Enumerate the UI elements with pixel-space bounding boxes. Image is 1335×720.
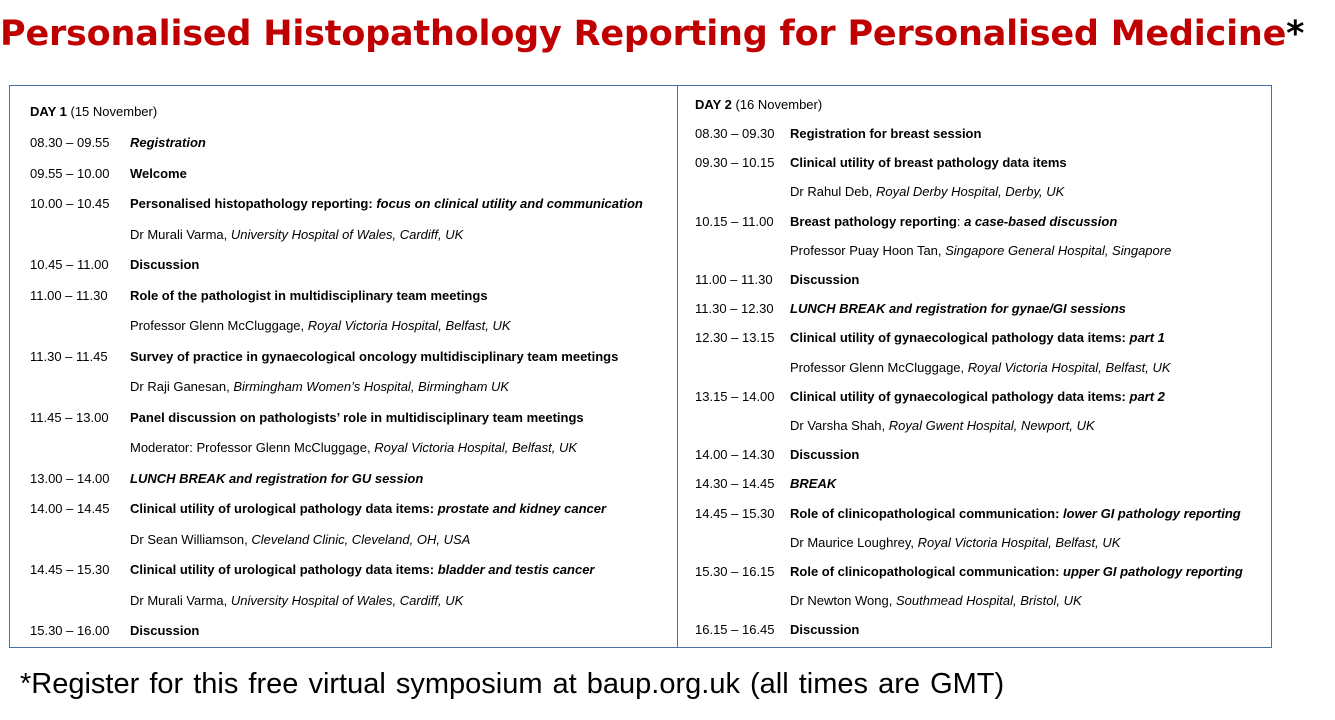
session-description [130,471,423,487]
session-time: 10.00 – 10.45 [30,196,110,211]
schedule-row [695,418,1335,434]
schedule-row [695,506,1335,522]
session-text: part 1 [1129,330,1165,346]
day1-label: DAY 1 [30,104,67,119]
session-text: Personalised histopathology reporting: [130,196,377,211]
session-description [790,360,1171,376]
session-text: Birmingham Women’s Hospital, Birmingham UK [233,379,510,394]
session-text: Discussion [790,622,860,638]
schedule-row [30,501,670,517]
session-text: a case-based discussion [964,213,1118,229]
schedule-row [30,135,670,151]
schedule-row [695,272,1335,288]
schedule-row [30,288,670,304]
session-time: 16.15 – 16.45 [695,622,775,638]
session-text: University Hospital of Wales, Cardiff, UK [230,226,464,242]
session-description [130,227,463,243]
schedule-row [695,476,1335,492]
schedule-row [30,562,670,578]
session-description [790,535,1120,551]
session-description [130,562,594,578]
session-text: Clinical utility of gynaecological pathology data items: [790,388,1130,404]
session-description [130,532,470,548]
session-time: 14.45 – 15.30 [695,505,775,521]
session-description [790,330,1165,346]
session-time: 13.15 – 14.00 [695,388,775,404]
session-description [130,410,584,426]
session-description [790,214,1117,230]
schedule-row [695,447,1335,463]
schedule-row [695,564,1335,580]
session-description [130,379,509,395]
session-text: upper GI pathology reporting [1063,564,1243,579]
registration-note: *Register for this free virtual symposium at baup.org.uk (all times are GMT) [20,668,1005,700]
session-time: 09.55 – 10.00 [30,165,110,181]
session-description [130,623,199,639]
schedule-row [30,349,670,365]
session-text: bladder and testis cancer [437,562,595,577]
schedule-row [695,184,1335,200]
session-text: Royal Victoria Hospital, Belfast, UK [374,440,578,455]
session-time: 08.30 – 09.30 [695,126,775,141]
session-text: Clinical utility of urological pathology data items: [130,562,438,577]
session-text: Registration [130,135,206,150]
session-text: Role of clinicopathological communication: [790,505,1064,521]
schedule-row [30,379,670,395]
day2-label: DAY 2 [695,97,732,112]
session-description [130,196,643,212]
session-description [790,301,1126,317]
session-text: Cleveland Clinic, Cleveland, OH, USA [251,531,471,547]
schedule-row [30,410,670,426]
session-text: Southmead Hospital, Bristol, UK [895,593,1082,609]
session-time: 14.45 – 15.30 [30,562,110,577]
schedule-row [30,318,670,334]
session-time: 14.00 – 14.45 [30,501,110,516]
session-time: 10.15 – 11.00 [695,213,774,229]
schedule-row [30,471,670,487]
session-text: Discussion [790,447,860,463]
session-text: Clinical utility of breast pathology data items [790,155,1067,171]
session-text: Registration for breast session [790,126,982,141]
session-description [790,126,981,142]
session-text: Clinical utility of urological pathology data items: [130,501,438,516]
schedule-row [695,243,1335,259]
session-description [130,288,488,304]
session-text: University Hospital of Wales, Cardiff, UK [230,592,464,608]
session-time: 14.30 – 14.45 [695,476,775,492]
session-text: lower GI pathology reporting [1063,505,1241,521]
schedule-row [695,330,1335,346]
page-title [0,14,1305,54]
session-text: LUNCH BREAK and registration for gynae/GI sessions [790,301,1126,317]
schedule-row [695,535,1335,551]
session-text: Dr Maurice Loughrey, [790,534,918,550]
day2-date: (16 November) [735,97,823,112]
day1-panel [9,85,678,648]
session-text: Dr Sean Williamson, [130,531,252,547]
session-text: part 2 [1129,388,1165,404]
session-text: Professor Puay Hoon Tan, [790,242,946,258]
session-description [130,135,206,151]
session-text: Royal Victoria Hospital, Belfast, UK [917,534,1121,550]
session-text: Dr Newton Wong, [790,593,896,609]
session-time: 11.30 – 11.45 [30,348,108,364]
schedule-row [695,622,1335,638]
schedule-row [30,257,670,273]
day1-heading [30,104,157,119]
session-time: 11.45 – 13.00 [30,409,109,425]
session-text: Moderator: Professor Glenn McCluggage, [130,440,375,455]
session-text: LUNCH BREAK and registration for GU session [130,470,424,486]
session-description [130,257,199,273]
session-text: Dr Murali Varma, [130,592,231,608]
session-description [130,593,463,609]
session-description [790,593,1082,609]
session-text: Survey of practice in gynaecological oncology multidisciplinary team meetings [130,348,619,364]
session-time: 14.00 – 14.30 [695,447,775,463]
day2-heading [695,97,822,112]
session-text: Royal Gwent Hospital, Newport, UK [888,418,1095,433]
schedule-row [695,301,1335,317]
session-description [130,166,187,182]
session-text: Professor Glenn McCluggage, [790,359,968,375]
session-text: Royal Derby Hospital, Derby, UK [875,184,1065,200]
session-description [790,447,859,463]
session-description [790,506,1241,522]
schedule-row [695,214,1335,230]
schedule-row [30,623,670,639]
session-time: 11.30 – 12.30 [695,301,774,317]
session-text: Dr Murali Varma, [130,226,231,242]
session-description [790,389,1165,405]
session-text: Dr Rahul Deb, [790,184,876,200]
session-time: 12.30 – 13.15 [695,330,775,346]
session-text: Professor Glenn McCluggage, [130,318,308,333]
session-text: : [956,213,965,229]
session-text: Role of the pathologist in multidisciplinary team meetings [130,287,488,303]
session-time: 11.00 – 11.30 [695,272,773,287]
session-time: 10.45 – 11.00 [30,257,109,272]
session-text: Welcome [130,165,187,181]
session-description [790,184,1064,200]
session-time: 09.30 – 10.15 [695,155,775,171]
schedule-row [30,196,670,212]
schedule-row [30,227,670,243]
session-time: 15.30 – 16.00 [30,623,110,638]
session-description [790,243,1171,259]
schedule-row [695,360,1335,376]
schedule-row [30,532,670,548]
session-description [130,440,577,456]
session-text: Panel discussion on pathologists’ role in multidisciplinary team meetings [130,409,584,425]
session-text: Discussion [130,623,200,638]
title-text: Personalised Histopathology Reporting for Personalised Medicine [0,14,1287,54]
session-time: 15.30 – 16.15 [695,564,775,579]
session-description [790,564,1243,580]
schedule-row [30,440,670,456]
session-description [790,476,836,492]
session-text: Role of clinicopathological communication: [790,564,1064,579]
session-description [790,155,1067,171]
session-text: Singapore General Hospital, Singapore [945,242,1172,258]
day2-panel [677,85,1272,648]
session-time: 13.00 – 14.00 [30,470,110,486]
session-text: BREAK [790,476,837,492]
schedule-row [695,593,1335,609]
session-text: Discussion [790,272,860,287]
session-description [130,318,511,334]
session-description [790,622,859,638]
session-text: Dr Raji Ganesan, [130,379,234,394]
session-time: 11.00 – 11.30 [30,287,108,303]
session-text: Discussion [130,257,200,272]
schedule-row [695,389,1335,405]
session-text: Royal Victoria Hospital, Belfast, UK [307,318,511,333]
schedule-row [695,155,1335,171]
schedule-row [30,593,670,609]
session-description [790,418,1095,434]
session-text: focus on clinical utility and communication [376,196,643,211]
session-text: Clinical utility of gynaecological pathology data items: [790,330,1130,346]
day1-date: (15 November) [70,104,158,119]
session-description [130,349,618,365]
session-description [130,501,606,517]
title-asterisk: * [1286,14,1305,54]
schedule-row [30,166,670,182]
session-text: prostate and kidney cancer [437,501,607,516]
session-text: Dr Varsha Shah, [790,418,889,433]
session-text: Royal Victoria Hospital, Belfast, UK [967,359,1171,375]
schedule-row [695,126,1335,142]
session-description [790,272,859,288]
session-text: Breast pathology reporting [790,213,957,229]
session-time: 08.30 – 09.55 [30,135,110,150]
